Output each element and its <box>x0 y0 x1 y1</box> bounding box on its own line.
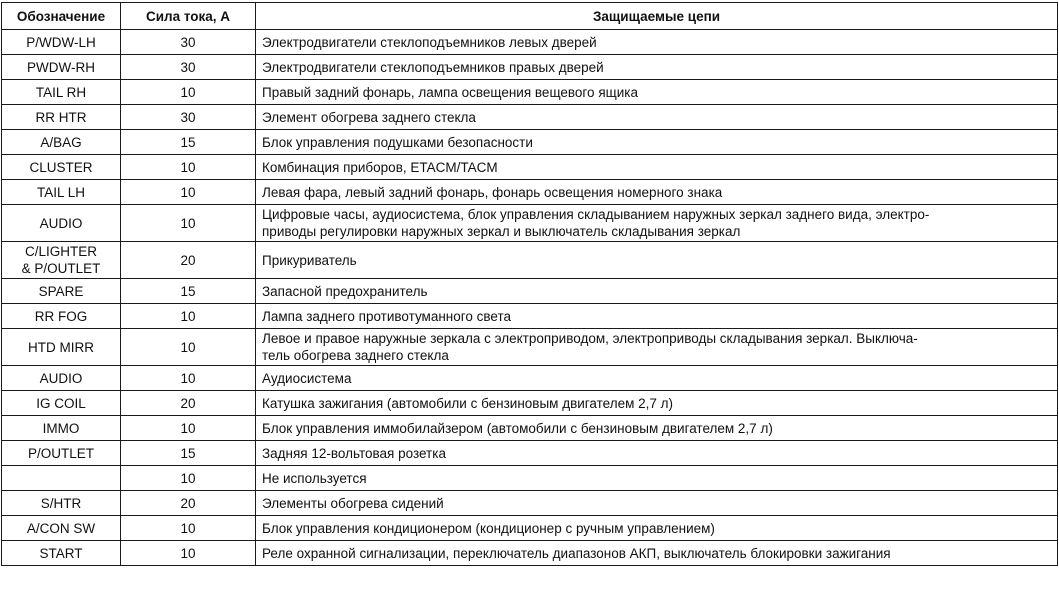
table-row <box>2 366 1058 391</box>
table-row <box>2 105 1058 130</box>
fuse-circuit-cell: Лампа заднего противотуманного света <box>256 304 1058 329</box>
fuse-amperage-cell: 10 <box>121 304 256 329</box>
fuse-amperage-cell: 10 <box>121 205 256 242</box>
fuse-amperage-cell: 20 <box>121 242 256 279</box>
fuse-amperage-cell: 15 <box>121 279 256 304</box>
table-row <box>2 491 1058 516</box>
fuse-amperage-cell: 30 <box>121 105 256 130</box>
table-row <box>2 155 1058 180</box>
header-circuits: Защищаемые цепи <box>256 3 1058 30</box>
fuse-circuit-cell: Комбинация приборов, ETACM/TACM <box>256 155 1058 180</box>
fuse-circuit-cell: Цифровые часы, аудиосистема, блок управления складыванием наружных зеркал заднего вида, электро- приводы регулировки наружных зеркал и выключатель складывания зеркал <box>256 205 1058 242</box>
fuse-amperage-cell: 10 <box>121 541 256 566</box>
fuse-code-cell: AUDIO <box>2 205 121 242</box>
header-code: Обозначение <box>2 3 121 30</box>
fuse-circuit-cell: Электродвигатели стеклоподъемников правых дверей <box>256 55 1058 80</box>
table-row <box>2 80 1058 105</box>
fuse-amperage-cell: 20 <box>121 391 256 416</box>
fuse-circuit-cell: Элемент обогрева заднего стекла <box>256 105 1058 130</box>
fuse-amperage-cell: 10 <box>121 329 256 366</box>
fuse-code-cell: AUDIO <box>2 366 121 391</box>
table-body <box>2 30 1058 566</box>
table-row <box>2 130 1058 155</box>
fuse-circuit-cell: Аудиосистема <box>256 366 1058 391</box>
fuse-circuit-cell: Прикуриватель <box>256 242 1058 279</box>
fuse-amperage-cell: 20 <box>121 491 256 516</box>
fuse-code-cell: P/OUTLET <box>2 441 121 466</box>
fuse-circuit-cell: Задняя 12-вольтовая розетка <box>256 441 1058 466</box>
table-row <box>2 304 1058 329</box>
fuse-code-cell: TAIL RH <box>2 80 121 105</box>
fuse-amperage-cell: 10 <box>121 516 256 541</box>
table-row <box>2 30 1058 55</box>
fuse-code-cell: RR HTR <box>2 105 121 130</box>
fuse-table <box>1 2 1058 566</box>
fuse-circuit-cell: Левая фара, левый задний фонарь, фонарь освещения номерного знака <box>256 180 1058 205</box>
fuse-amperage-cell: 30 <box>121 55 256 80</box>
fuse-amperage-cell: 15 <box>121 130 256 155</box>
fuse-circuit-cell: Элементы обогрева сидений <box>256 491 1058 516</box>
table-row <box>2 279 1058 304</box>
fuse-amperage-cell: 10 <box>121 416 256 441</box>
fuse-code-cell: IMMO <box>2 416 121 441</box>
fuse-circuit-cell: Катушка зажигания (автомобили с бензиновым двигателем 2,7 л) <box>256 391 1058 416</box>
fuse-code-cell <box>2 466 121 491</box>
fuse-circuit-cell: Не используется <box>256 466 1058 491</box>
fuse-amperage-cell: 10 <box>121 180 256 205</box>
fuse-code-cell: C/LIGHTER & P/OUTLET <box>2 242 121 279</box>
fuse-circuit-cell: Левое и правое наружные зеркала с электроприводом, электроприводы складывания зеркал. Выключа- тель обогрева заднего стекла <box>256 329 1058 366</box>
fuse-code-cell: A/CON SW <box>2 516 121 541</box>
fuse-code-cell: RR FOG <box>2 304 121 329</box>
fuse-code-cell: HTD MIRR <box>2 329 121 366</box>
table-row <box>2 391 1058 416</box>
table-row <box>2 55 1058 80</box>
fuse-code-cell: START <box>2 541 121 566</box>
table-header-row <box>2 3 1058 30</box>
fuse-code-cell: TAIL LH <box>2 180 121 205</box>
fuse-amperage-cell: 10 <box>121 155 256 180</box>
fuse-circuit-cell: Реле охранной сигнализации, переключатель диапазонов АКП, выключатель блокировки зажигания <box>256 541 1058 566</box>
fuse-code-cell: SPARE <box>2 279 121 304</box>
fuse-code-cell: S/HTR <box>2 491 121 516</box>
fuse-circuit-cell: Запасной предохранитель <box>256 279 1058 304</box>
fuse-code-cell: IG COIL <box>2 391 121 416</box>
table-row <box>2 329 1058 366</box>
table-row <box>2 205 1058 242</box>
table-row <box>2 516 1058 541</box>
fuse-amperage-cell: 10 <box>121 80 256 105</box>
table-row <box>2 416 1058 441</box>
fuse-circuit-cell: Электродвигатели стеклоподъемников левых дверей <box>256 30 1058 55</box>
fuse-code-cell: CLUSTER <box>2 155 121 180</box>
fuse-amperage-cell: 15 <box>121 441 256 466</box>
table-row <box>2 242 1058 279</box>
fuse-circuit-cell: Правый задний фонарь, лампа освещения вещевого ящика <box>256 80 1058 105</box>
fuse-circuit-cell: Блок управления иммобилайзером (автомобили с бензиновым двигателем 2,7 л) <box>256 416 1058 441</box>
fuse-code-cell: A/BAG <box>2 130 121 155</box>
fuse-amperage-cell: 10 <box>121 466 256 491</box>
fuse-circuit-cell: Блок управления подушками безопасности <box>256 130 1058 155</box>
table-row <box>2 541 1058 566</box>
fuse-code-cell: PWDW-RH <box>2 55 121 80</box>
fuse-amperage-cell: 10 <box>121 366 256 391</box>
table-row <box>2 466 1058 491</box>
fuse-circuit-cell: Блок управления кондиционером (кондиционер с ручным управлением) <box>256 516 1058 541</box>
fuse-amperage-cell: 30 <box>121 30 256 55</box>
header-amperage: Сила тока, А <box>121 3 256 30</box>
table-row <box>2 180 1058 205</box>
table-row <box>2 441 1058 466</box>
fuse-code-cell: P/WDW-LH <box>2 30 121 55</box>
